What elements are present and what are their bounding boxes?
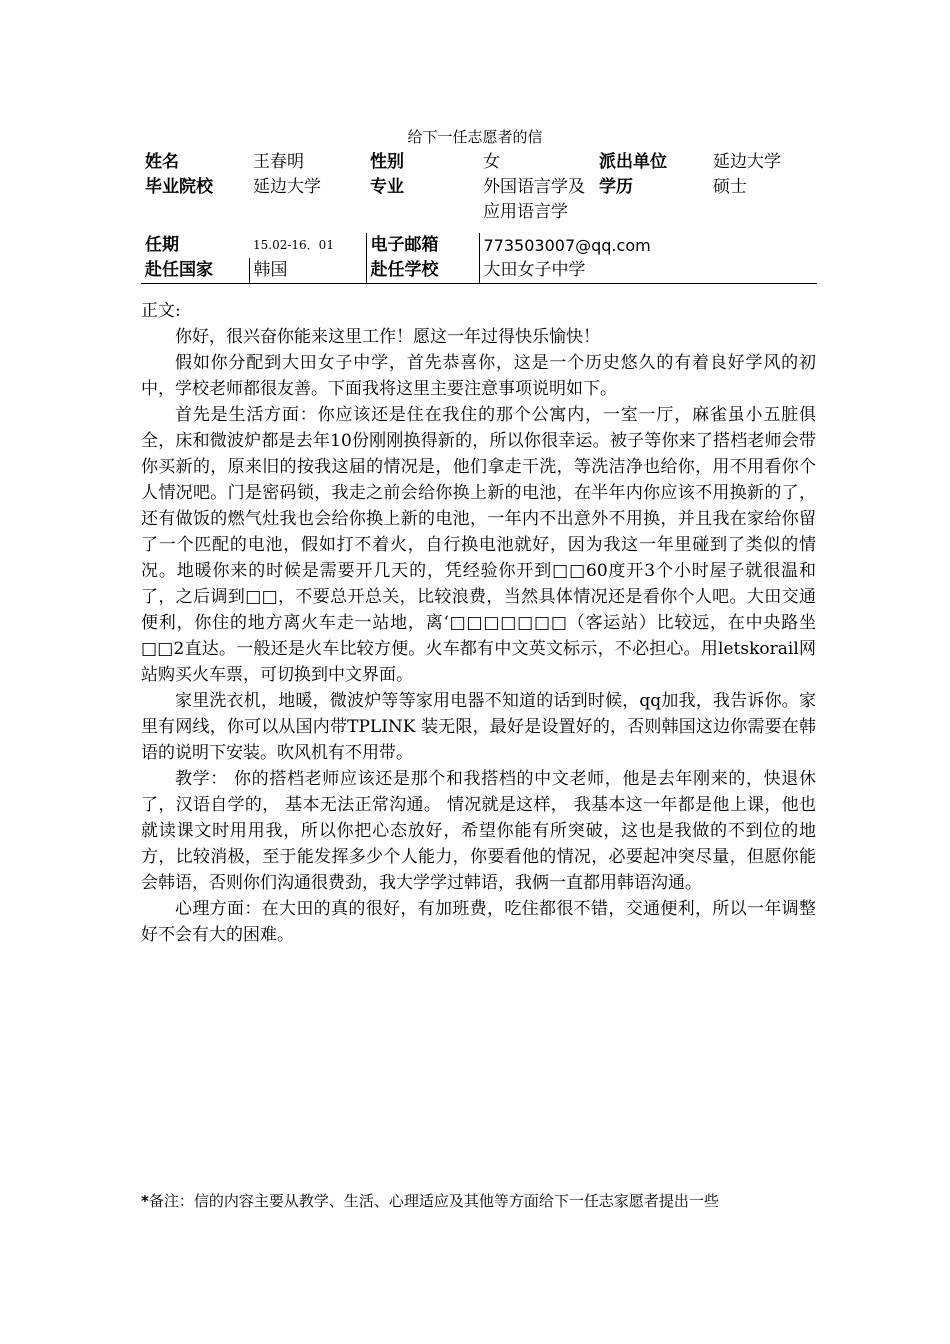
footnote-text: 备注：信的内容主要从教学、生活、心理适应及其他等方面给下一任志家愿者提出一些 xyxy=(148,1192,719,1210)
info-row xyxy=(141,233,817,258)
dest-school-value: 大田女子中学 xyxy=(479,258,817,284)
letter-body xyxy=(141,298,816,948)
body-paragraph: 假如你分配到大田女子中学，首先恭喜你，这是一个历史悠久的有着良好学风的初中，学校老师都很友善。下面我将这里主要注意事项说明如下。 xyxy=(141,353,816,399)
spacer-row xyxy=(141,225,817,233)
name-value: 王春明 xyxy=(253,152,304,172)
school-label: 毕业院校 xyxy=(145,177,213,197)
body-paragraph: 首先是生活方面：你应该还是住在我住的那个公寓内，一室一厅，麻雀虽小五脏俱全，床和微波炉都是去年10份刚刚换得新的，所以你很幸运。被子等你来了搭档老师会带你买新的，原来旧的按我这届的情况是，他们拿走干洗，等洗洁净也给你，用不用看你个人情况吧。门是密码锁，我走之前会给你换上新的电池，在半年内你应该不用换新的了，还有做饭的燃气灶我也会给你换上新的电池，一年内不出意外不用换，并且我在家给你留了一个匹配的电池，假如打不着火，自行换电池就好，因为我这一年里碰到了类似的情况。地暖你来的时候是需要开几天的，凭经验你开到□□60度开3个小时屋子就很温和了，之后调到□□，不要总开总关，比较浪费，当然具体情况还是看你个人吧。大田交通便利，你住的地方离火车走一站地，离‘□□□□□□□（客运站）比较远，在中央路坐□□2直达。一般还是火车比较方便。火车都有中文英文标示，不必担心。用letskorail网站购买火车票，可切换到中文界面。 xyxy=(141,405,816,685)
info-row xyxy=(141,150,817,175)
gender-value: 女 xyxy=(483,152,500,172)
term-label: 任期 xyxy=(145,235,179,255)
email-value: 773503007@qq.com xyxy=(479,233,817,258)
degree-label: 学历 xyxy=(599,177,633,197)
body-paragraph: 家里洗衣机，地暖，微波炉等等家用电器不知道的话到时候，qq加我，我告诉你。家里有网线，你可以从国内带TPLINK 装无限，最好是设置好的，否则韩国这边你需要在韩语的说明下安装。吹风机有不用带。 xyxy=(141,691,816,763)
letter-title: 给下一任志愿者的信 xyxy=(407,128,543,146)
gender-label: 性别 xyxy=(370,152,404,172)
email-label: 电子邮箱 xyxy=(366,233,479,258)
body-paragraph: 心理方面：在大田的真的很好，有加班费，吃住都很不错，交通便利，所以一年调整好不会有大的困难。 xyxy=(141,899,816,945)
body-paragraph: 你好，很兴奋你能来这里工作！愿这一年过得快乐愉快！ xyxy=(175,327,600,347)
major-label: 专业 xyxy=(370,177,404,197)
term-value: 15.02-16．01 xyxy=(253,238,334,252)
country-value: 韩国 xyxy=(249,258,366,284)
footnote xyxy=(141,1190,821,1212)
degree-value: 硕士 xyxy=(713,177,747,197)
major-value: 外国语言学及应用语言学 xyxy=(483,177,585,222)
name-label: 姓名 xyxy=(145,152,179,172)
volunteer-info-table xyxy=(141,150,817,284)
country-label: 赴任国家 xyxy=(141,258,249,284)
footnote-marker: * xyxy=(141,1192,149,1210)
school-value: 延边大学 xyxy=(253,177,321,197)
unit-label: 派出单位 xyxy=(599,152,667,172)
dest-school-label: 赴任学校 xyxy=(366,258,479,284)
unit-value: 延边大学 xyxy=(713,152,781,172)
info-row xyxy=(141,258,817,284)
body-heading: 正文: xyxy=(141,301,181,321)
info-row xyxy=(141,175,817,225)
body-paragraph: 教学： 你的搭档老师应该还是那个和我搭档的中文老师，他是去年刚来的，快退休了，汉语自学的， 基本无法正常沟通。 情况就是这样， 我基本这一年都是他上课，他也就读课文时用用我，所以你把心态放好，希望你能有所突破，这也是我做的不到位的地方，比较消极，至于能发挥多少个人能力，你要看他的情况，必要起冲突尽量，但愿你能会韩语，否则你们沟通很费劲，我大学学过韩语，我俩一直都用韩语沟通。 xyxy=(141,769,816,893)
